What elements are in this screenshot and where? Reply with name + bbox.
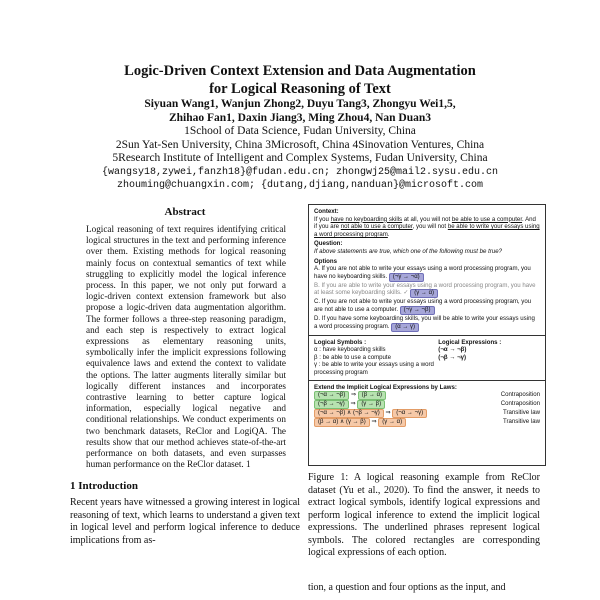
option-expression: (¬γ → ¬α)	[389, 273, 424, 282]
authors-line-2: Zhihao Fan1, Daxin Jiang3, Ming Zhou4, Nan Duan3	[168, 111, 432, 124]
authors-line-1: Siyuan Wang1, Wanjun Zhong2, Duyu Tang3, Zhongyu Wei1,5,	[144, 98, 456, 110]
option-text: If you are not able to write your essays using a word processing program, you are not able to use a computer.	[314, 298, 532, 313]
law-row-3	[314, 409, 540, 418]
option-a	[314, 265, 540, 282]
law-rhs: (γ → α)	[378, 418, 406, 427]
symbol-alpha: α : have keyboarding skills	[314, 346, 386, 354]
context-part: , you will not	[412, 223, 448, 231]
affiliation-3: 5Research Institute of Intelligent and Complex Systems, Fudan University, China	[112, 152, 488, 164]
symbol-phrase-alpha: have no keyboarding skills	[330, 215, 403, 223]
expressions-label: Logical Expressions :	[438, 338, 502, 346]
symbol-phrase-gamma: be able to write your essays using a word processing program	[314, 223, 540, 238]
law-rhs: (γ → β)	[357, 400, 385, 409]
expression-1: (¬α → ¬β)	[438, 346, 467, 354]
affiliation-1: 1School of Data Science, Fudan University, China	[184, 125, 416, 137]
intro-heading: 1 Introduction	[70, 480, 138, 493]
option-letter: A.	[314, 265, 320, 273]
context-part: at all, you will not	[402, 215, 452, 223]
law-lhs: (β → α) ∧ (γ → β)	[314, 418, 370, 427]
law-lhs: (¬α → ¬β) ∧ (¬β → ¬γ)	[314, 409, 384, 418]
implies-symbol: ⇒	[385, 409, 391, 417]
option-d	[314, 315, 540, 332]
law-row-1	[314, 391, 540, 400]
intro-text: Recent years have witnessed a growing interest in logical reasoning of text, which learns to understand a given text in logical level and perform logical inference to deduce implications from as-	[70, 497, 300, 546]
context-part: .	[387, 230, 390, 238]
option-text: If you are able to write your essays using a word processing program, you have at least some keyboarding skills. ✓	[314, 281, 536, 297]
right-column-text: tion, a question and four options as the input, and	[308, 582, 506, 593]
logical-expressions	[438, 339, 540, 377]
symbols-label: Logical Symbols :	[314, 338, 367, 346]
law-rhs: (¬α → ¬γ)	[392, 409, 427, 418]
title-line-1: Logic-Driven Context Extension and Data Augmentation	[124, 63, 476, 79]
law-name: Contraposition	[500, 400, 540, 408]
symbols-expressions-row	[309, 336, 545, 380]
option-expression: (¬γ → ¬β)	[400, 306, 435, 315]
context-part: . And if you are	[314, 215, 536, 231]
symbol-phrase-not-beta: not able to use a computer	[340, 223, 413, 231]
implies-symbol: ⇒	[350, 400, 356, 408]
law-rhs: (β → α)	[358, 391, 386, 400]
context-label: Context:	[314, 208, 339, 215]
option-b	[314, 282, 540, 299]
law-row-2	[314, 400, 540, 409]
paper-title	[0, 62, 600, 98]
law-name: Transitive law	[502, 418, 540, 426]
symbol-beta: β : be able to use a compute	[314, 353, 392, 361]
context-part: If you	[314, 215, 331, 223]
option-letter: C.	[314, 298, 321, 306]
option-text: If you have some keyboarding skills, you will be able to write your essays using a word processing program.	[314, 314, 535, 330]
laws-section	[309, 381, 545, 431]
option-expression: (α → γ)	[391, 323, 419, 332]
law-lhs: (¬α → ¬β)	[314, 391, 349, 400]
affiliation-2: 2Sun Yat-Sen University, China 3Microsoft, China 4Sinovation Ventures, China	[115, 138, 485, 151]
law-row-4	[314, 418, 540, 427]
option-letter: B.	[314, 281, 320, 289]
left-column	[70, 206, 300, 547]
law-lhs: (¬β → ¬γ)	[314, 400, 349, 409]
abstract-text: Logical reasoning of text requires identifying critical logical structures in the text and performing inference over them. Existing methods for logical reasoning mainly focus on contextual semantics of text while struggling to explicitly model the logical inference process. In this paper, we not only put forward a logic-driven context extension framework but also propose a logic-driven data augmentation algorithm. The former follows a three-step reasoning paradigm, and each step is respectively to extract logical expressions as elementary reasoning units, symbolically infer the implicit expressions following equivalence laws and extend the context to validate the options. The latter augments literally similar but logically different instances and incorporates contrastive learning to better capture logical information, especially logical negative and conditional relationships. We conduct experiments on two benchmark datasets, ReClor and LogiQA. The results show that our method achieves state-of-the-art performance on both datasets, and even surpasses human performance on the ReClor dataset. 1	[86, 224, 286, 470]
logical-symbols	[314, 339, 438, 377]
symbol-gamma: γ : be able to write your essays using a word processing program	[314, 361, 434, 376]
author-block	[0, 98, 600, 193]
email-line-2: zhouming@chuangxin.com; {dutang,djiang,nanduan}@microsoft.com	[116, 180, 484, 191]
option-text: If you are not able to write your essays using a word processing program, you have no keyboarding skills.	[314, 265, 531, 280]
laws-label: Extend the Implicit Logical Expressions by Laws:	[314, 383, 457, 391]
abstract-heading: Abstract	[164, 206, 206, 218]
implies-symbol: ⇒	[350, 391, 357, 399]
implies-symbol: ⇒	[371, 418, 377, 426]
question-text: If above statements are true, which one of the following must be true?	[314, 247, 502, 255]
expression-2: (¬β → ¬γ)	[438, 353, 467, 361]
figure-1	[308, 204, 546, 466]
law-name: Contraposition	[500, 391, 540, 399]
options-label: Options	[314, 257, 338, 265]
option-c	[314, 298, 540, 315]
option-letter: D.	[314, 314, 321, 322]
symbol-phrase-beta: be able to use a computer	[451, 215, 523, 223]
email-line-1: {wangsy18,zywei,fanzh18}@fudan.edu.cn; zhongwj25@mail2.sysu.edu.cn	[101, 166, 499, 178]
figure-caption: Figure 1: A logical reasoning example from ReClor dataset (Yu et al., 2020). To find the answer, it needs to extract logical symbols, identify logical expressions and perform logical inference to extend the implicit logical expressions. The underlined phrases represent logical symbols. The colored rectangles are corresponding logical expressions of each option.	[308, 472, 540, 558]
question-label: Question:	[314, 240, 343, 248]
figure-context	[309, 205, 545, 335]
law-name: Transitive law	[502, 409, 540, 417]
option-expression: (γ → α)	[410, 289, 438, 298]
title-line-2: for Logical Reasoning of Text	[209, 81, 391, 97]
